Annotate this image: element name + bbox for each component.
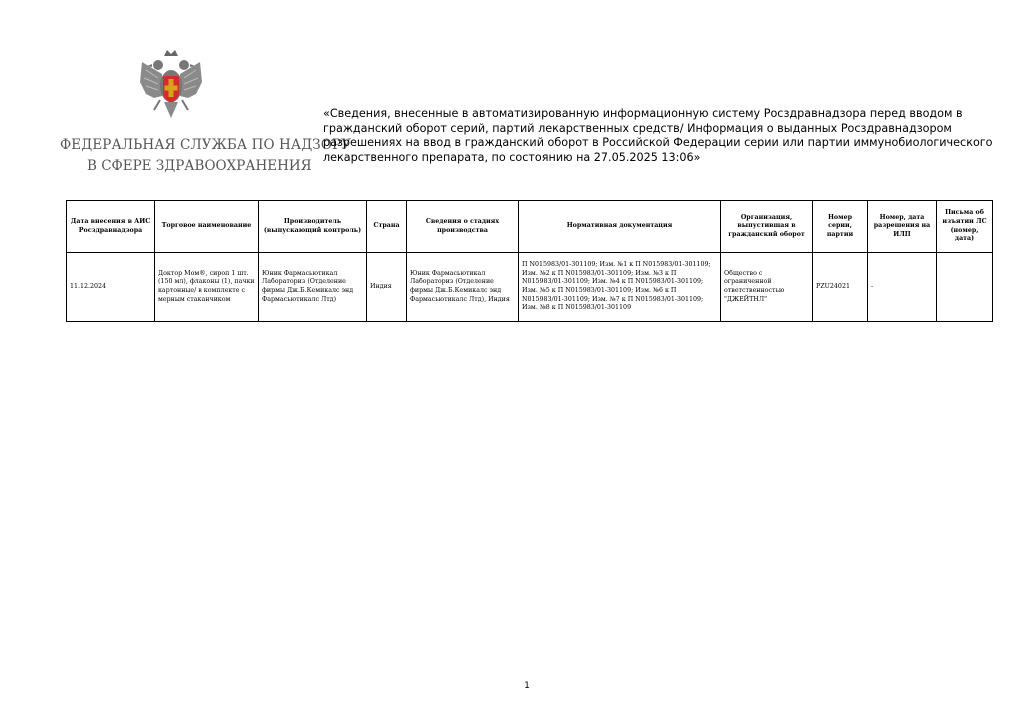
cell-permit-number-date: - xyxy=(868,253,937,322)
cell-country: Индия xyxy=(367,253,407,322)
header-batch-number: Номер серии, партии xyxy=(813,201,868,253)
cell-releasing-organization: Общество с ограниченной ответственностью "ДЖЕЙТНЛ" xyxy=(721,253,813,322)
cell-withdrawal-letters xyxy=(937,253,993,322)
page-number: 1 xyxy=(524,681,530,691)
cell-manufacturer: Юник Фармасьютикал Лабораториз (Отделение фирмы Дж.Б.Кемикалс энд Фармасьютикалс Лтд) xyxy=(259,253,367,322)
roszdravnadzor-logo xyxy=(60,48,352,178)
cell-production-stages: Юник Фармасьютикал Лабораториз (Отделение фирмы Дж.Б.Кемикалс энд Фармасьютикалс Лтд), Индия xyxy=(407,253,519,322)
header-releasing-organization: Организация, выпустившая в гражданский оборот xyxy=(721,201,813,253)
series-register-table xyxy=(66,200,993,322)
cell-batch-number: PZU24021 xyxy=(813,253,868,322)
header-country: Страна xyxy=(367,201,407,253)
table-header-row xyxy=(67,201,993,253)
header-entry-date: Дата внесения в АИС Росздравнадзора xyxy=(67,201,155,253)
header-manufacturer: Производитель (выпускающий контроль) xyxy=(259,201,367,253)
double-headed-eagle-emblem-icon xyxy=(138,48,204,128)
header-withdrawal-letters: Письма об изъятии ЛС (номер, дата) xyxy=(937,201,993,253)
cell-trade-name: Доктор Мом®, сироп 1 шт. (150 мл), флаконы (1), пачки картонные/ в комплекте с мерным стаканчиком xyxy=(155,253,259,322)
logo-text-line-2: В СФЕРЕ ЗДРАВООХРАНЕНИЯ xyxy=(87,158,312,174)
header-trade-name: Торговое наименование xyxy=(155,201,259,253)
cell-entry-date: 11.12.2024 xyxy=(67,253,155,322)
header-regulatory-docs: Нормативная документация xyxy=(519,201,721,253)
document-heading: «Сведения, внесенные в автоматизированную информационную систему Росздравнадзора перед вводом в гражданский оборот серий, партий лекарственных средств/ Информация о выданных Росздравнадзором разрешениях на ввод в гражданский оборот в Российской Федерации серии или партии иммунобиологического лекарственного препарата, по состоянию на 27.05.2025 13:06» xyxy=(323,107,993,164)
logo-text-line-1: ФЕДЕРАЛЬНАЯ СЛУЖБА ПО НАДЗОРУ xyxy=(60,137,352,153)
header-permit-number-date: Номер, дата разрешения на ИЛП xyxy=(868,201,937,253)
header-production-stages: Сведения о стадиях производства xyxy=(407,201,519,253)
cell-regulatory-docs: П N015983/01-301109; Изм. №1 к П N015983/01-301109; Изм. №2 к П N015983/01-301109; Изм. №3 к П N015983/01-301109; Изм. №4 к П N015983/01-301109; Изм. №5 к П N015983/01-301109; Изм. №6 к П N015983/01-301109; Изм. №7 к П N015983/01-301109; Изм. №8 к П N015983/01-301109 xyxy=(519,253,721,322)
table-row xyxy=(67,253,993,322)
